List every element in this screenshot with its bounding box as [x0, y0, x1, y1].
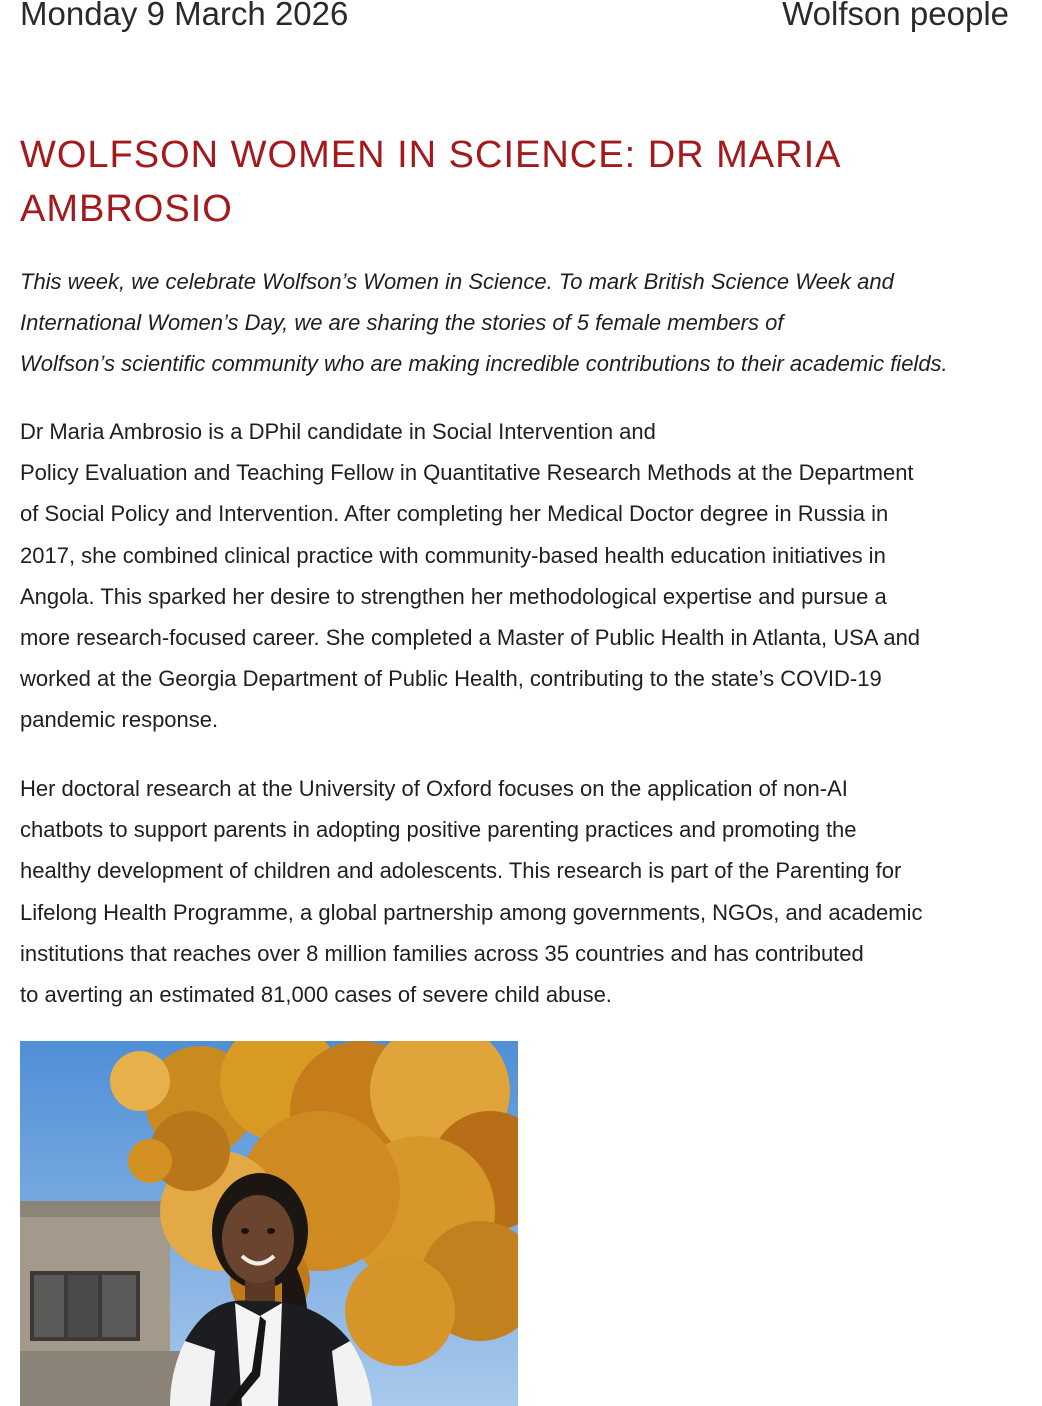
article-category-link[interactable]: Wolfson people — [782, 0, 1009, 32]
paragraph-line: to averting an estimated 81,000 cases of severe child abuse. — [20, 982, 612, 1008]
paragraph-line: worked at the Georgia Department of Public Health, contributing to the state’s COVID-19 — [20, 666, 882, 692]
paragraph-line: chatbots to support parents in adopting positive parenting practices and promoting the — [20, 817, 857, 843]
paragraph-line: Dr Maria Ambrosio is a DPhil candidate in Social Intervention and — [20, 419, 656, 444]
portrait-photo — [20, 1041, 518, 1406]
paragraph-line: Policy Evaluation and Teaching Fellow in Quantitative Research Methods at the Department — [20, 460, 914, 486]
title-line-1: WOLFSON WOMEN IN SCIENCE: DR MARIA — [20, 134, 842, 176]
intro-line-3: Wolfson’s scientific community who are making incredible contributions to their academic fields. — [20, 351, 948, 376]
paragraph-line: of Social Policy and Intervention. After completing her Medical Doctor degree in Russia in — [20, 501, 889, 527]
article-intro — [20, 261, 1025, 384]
article-meta — [20, 0, 1009, 34]
paragraph-line: institutions that reaches over 8 million families across 35 countries and has contributed — [20, 940, 864, 966]
paragraph-line: Lifelong Health Programme, a global partnership among governments, NGOs, and academic — [20, 899, 923, 925]
paragraph-line: 2017, she combined clinical practice with community-based health education initiatives in — [20, 542, 886, 568]
title-line-2: AMBROSIO — [20, 188, 233, 230]
paragraph-line: Angola. This sparked her desire to strengthen her methodological expertise and pursue a — [20, 583, 887, 609]
article-title — [20, 128, 980, 236]
article-date: Monday 9 March 2026 — [20, 0, 349, 32]
intro-line-2: International Women’s Day, we are sharing the stories of 5 female members of — [20, 310, 784, 335]
article-paragraph-1 — [20, 411, 1030, 741]
paragraph-line: healthy development of children and adolescents. This research is part of the Parenting for — [20, 858, 902, 884]
portrait-illustration — [20, 1041, 518, 1406]
article-paragraph-2 — [20, 768, 1030, 1015]
paragraph-line: more research-focused career. She completed a Master of Public Health in Atlanta, USA and — [20, 625, 921, 651]
paragraph-line: Her doctoral research at the University of Oxford focuses on the application of non-AI — [20, 776, 848, 801]
intro-line-1: This week, we celebrate Wolfson’s Women in Science. To mark British Science Week and — [20, 269, 894, 294]
paragraph-line: pandemic response. — [20, 707, 219, 733]
